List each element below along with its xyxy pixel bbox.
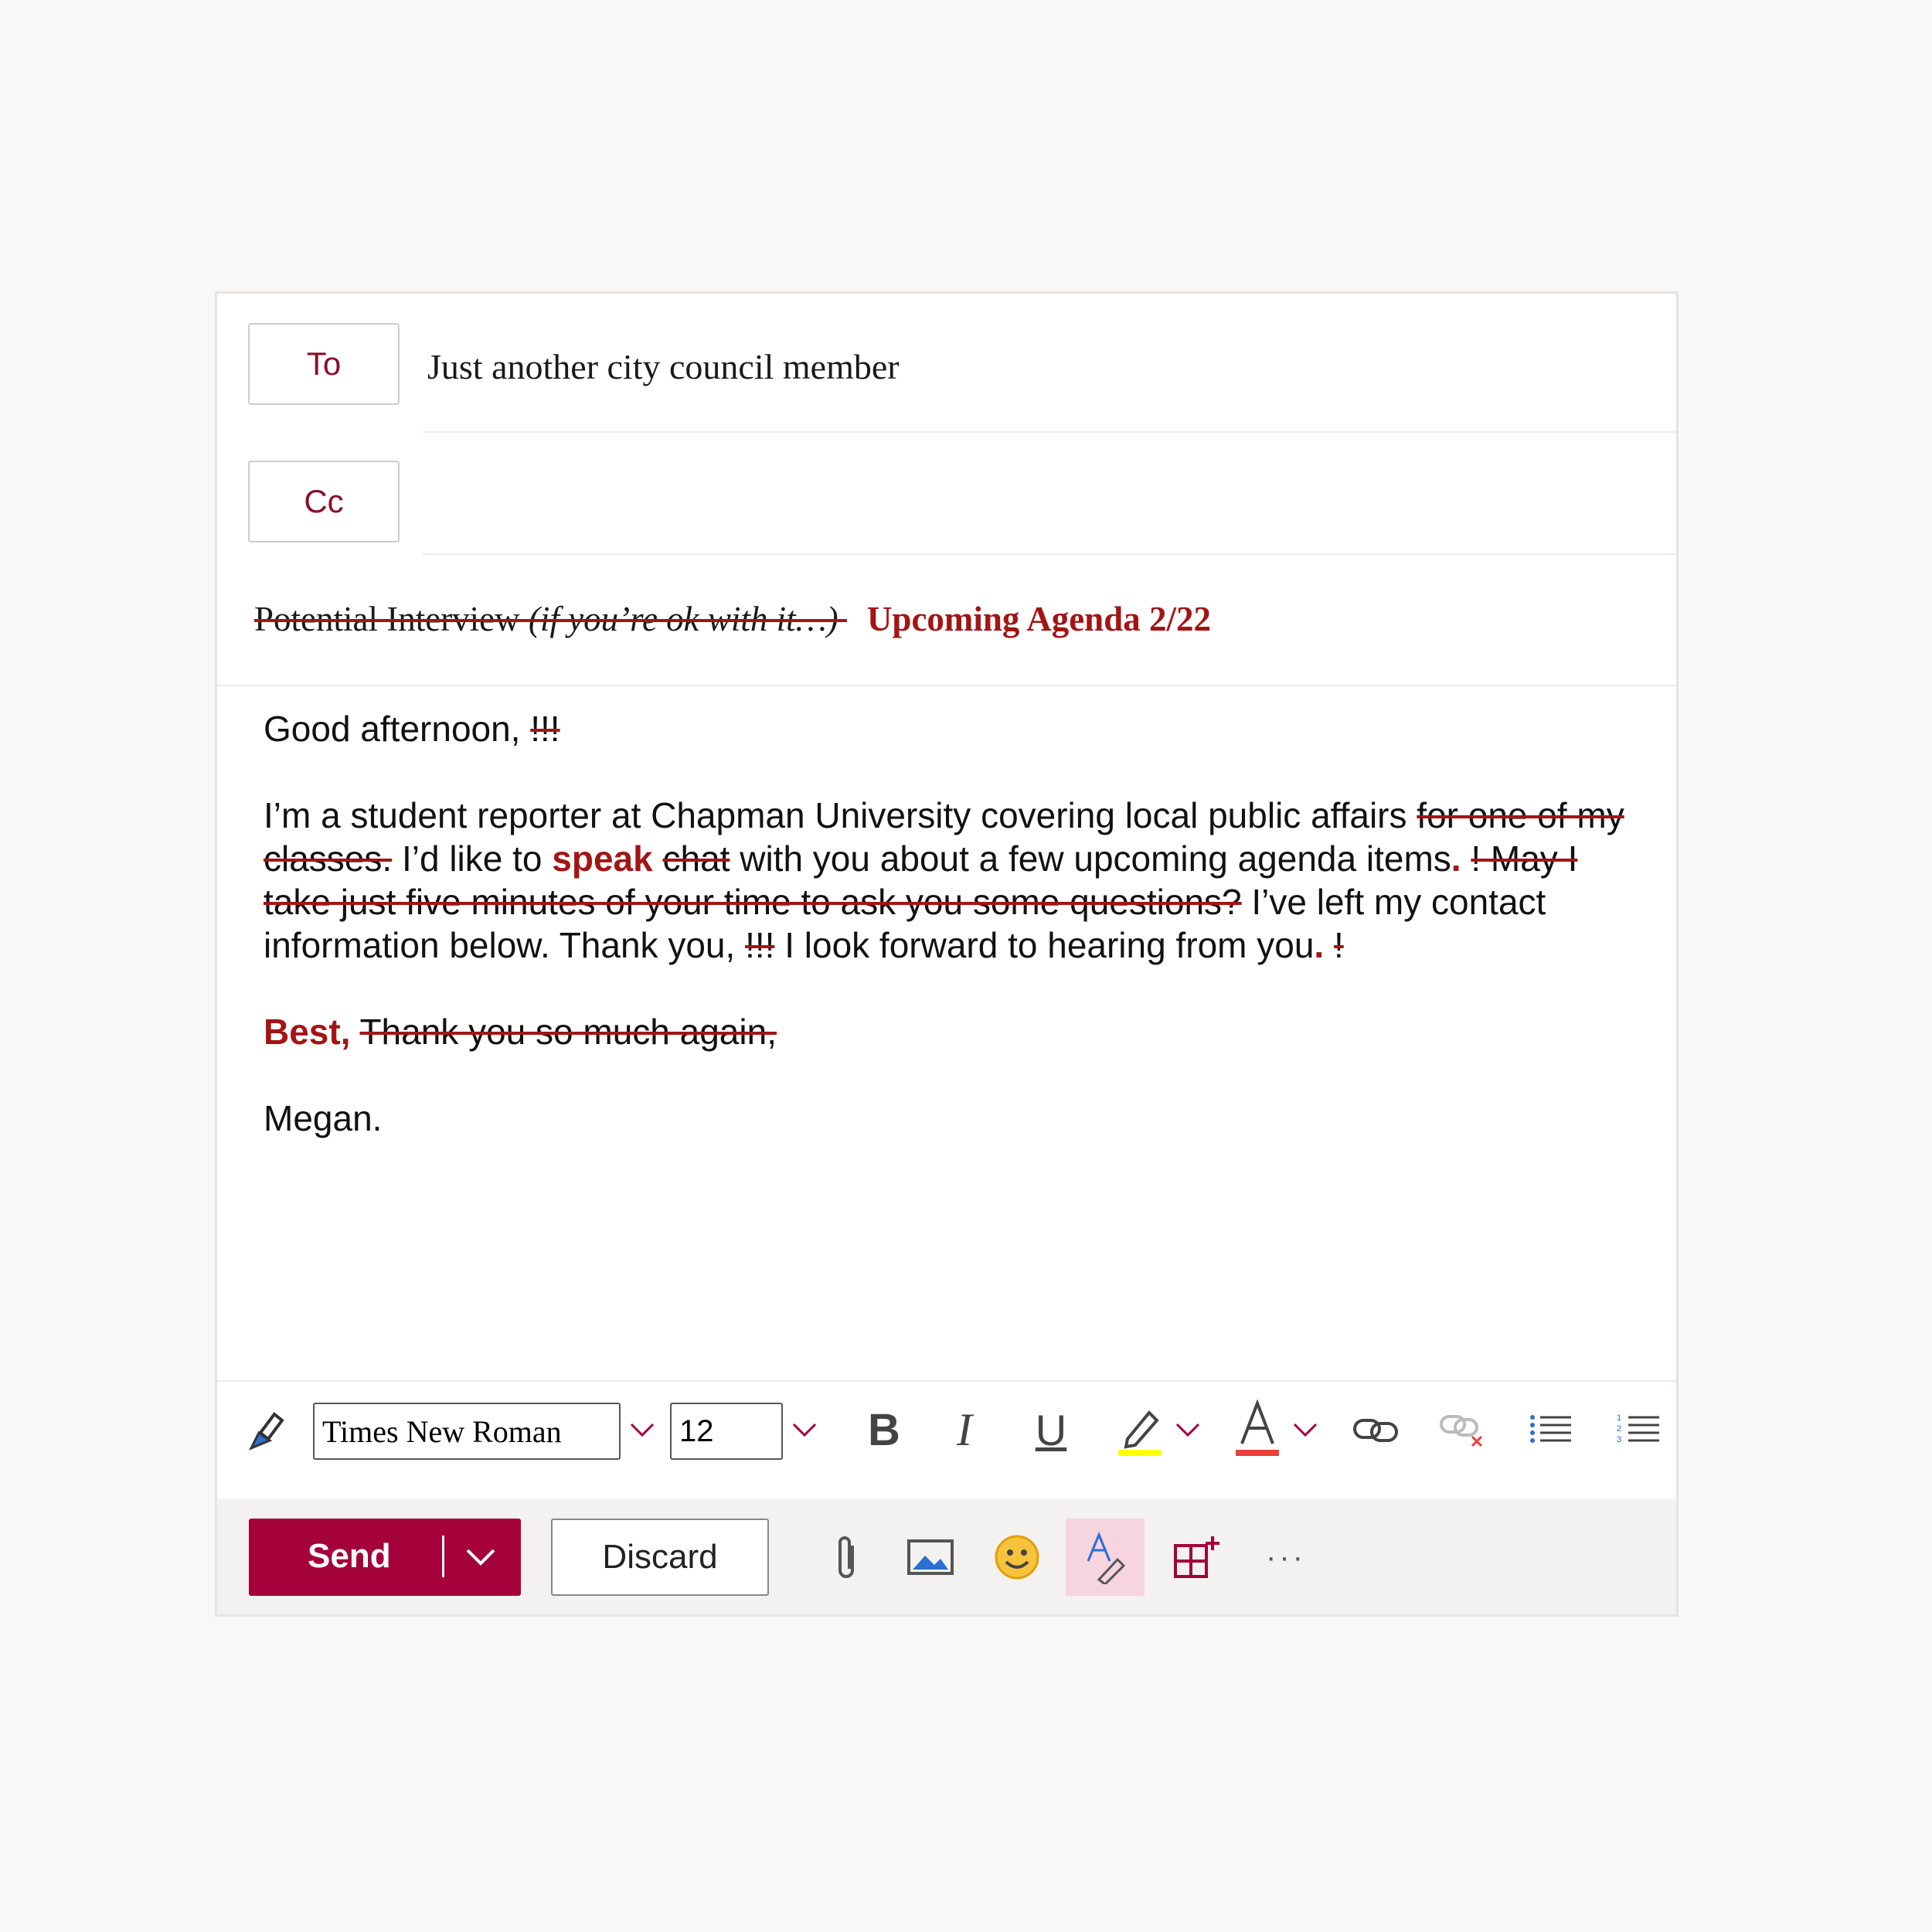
highlight-icon[interactable] — [1114, 1396, 1166, 1461]
compose-window — [215, 291, 1679, 1617]
send-button[interactable] — [249, 1519, 521, 1596]
svg-text:3: 3 — [1617, 1435, 1622, 1444]
numbering-icon[interactable] — [1613, 1405, 1665, 1454]
subject-inserted: Upcoming Agenda 2/22 — [866, 600, 1211, 638]
highlight-chevron-down-icon[interactable] — [1172, 1414, 1203, 1445]
font-size-select[interactable]: 12 — [670, 1403, 783, 1460]
image-icon[interactable] — [903, 1535, 957, 1580]
cc-button[interactable]: Cc — [248, 461, 400, 543]
underline-icon[interactable]: U — [1035, 1405, 1067, 1454]
more-icon[interactable]: ··· — [1266, 1539, 1306, 1574]
link-icon[interactable] — [1350, 1405, 1403, 1454]
subject-field[interactable] — [254, 599, 1211, 639]
bullets-icon[interactable] — [1525, 1405, 1577, 1454]
apps-icon[interactable] — [1169, 1532, 1223, 1583]
divider — [423, 553, 1676, 555]
editor-icon[interactable] — [1066, 1519, 1145, 1596]
remove-link-icon[interactable] — [1437, 1405, 1489, 1454]
closing-line: Best, Thank you so much again, — [264, 1012, 777, 1052]
action-bar — [217, 1499, 1676, 1614]
italic-icon[interactable]: I — [957, 1403, 972, 1455]
to-button[interactable]: To — [248, 323, 400, 405]
format-painter-icon[interactable] — [242, 1405, 291, 1454]
font-color-icon[interactable] — [1231, 1396, 1284, 1461]
format-toolbar — [217, 1383, 1676, 1476]
body-paragraph: I’m a student reporter at Chapman University covering local public affairs for one of my classes. I’d like to speak chat with you about a few upcoming agenda items. ! May I take just five minutes of your time to ask you some questions? I’ve left my contact information below. Thank you, !!! I look forward to hearing from you. ! — [264, 795, 1624, 965]
font-name-chevron-down-icon[interactable] — [627, 1414, 658, 1445]
attach-icon[interactable] — [823, 1532, 869, 1584]
greeting-line: Good afternoon, !!! — [264, 709, 560, 749]
divider — [423, 431, 1676, 433]
send-label: Send — [308, 1537, 391, 1575]
send-options-chevron-down-icon[interactable] — [464, 1545, 498, 1572]
font-color-chevron-down-icon[interactable] — [1290, 1414, 1321, 1445]
discard-button[interactable]: Discard — [551, 1519, 769, 1596]
divider — [217, 1380, 1676, 1382]
svg-text:1: 1 — [1617, 1413, 1622, 1423]
emoji-icon[interactable] — [990, 1530, 1044, 1584]
signature: Megan. — [264, 1098, 383, 1138]
subject-deleted: Potential Interview (if you’re ok with it…) — [254, 600, 838, 638]
cc-field[interactable] — [427, 461, 1664, 543]
font-size-chevron-down-icon[interactable] — [789, 1414, 820, 1445]
message-body[interactable] — [264, 707, 1670, 1140]
font-name-select[interactable]: Times New Roman — [313, 1403, 621, 1460]
svg-text:2: 2 — [1617, 1424, 1622, 1434]
send-divider — [442, 1536, 444, 1577]
divider — [217, 685, 1676, 686]
to-field[interactable]: Just another city council member — [427, 347, 900, 386]
bold-icon[interactable]: B — [868, 1404, 900, 1455]
